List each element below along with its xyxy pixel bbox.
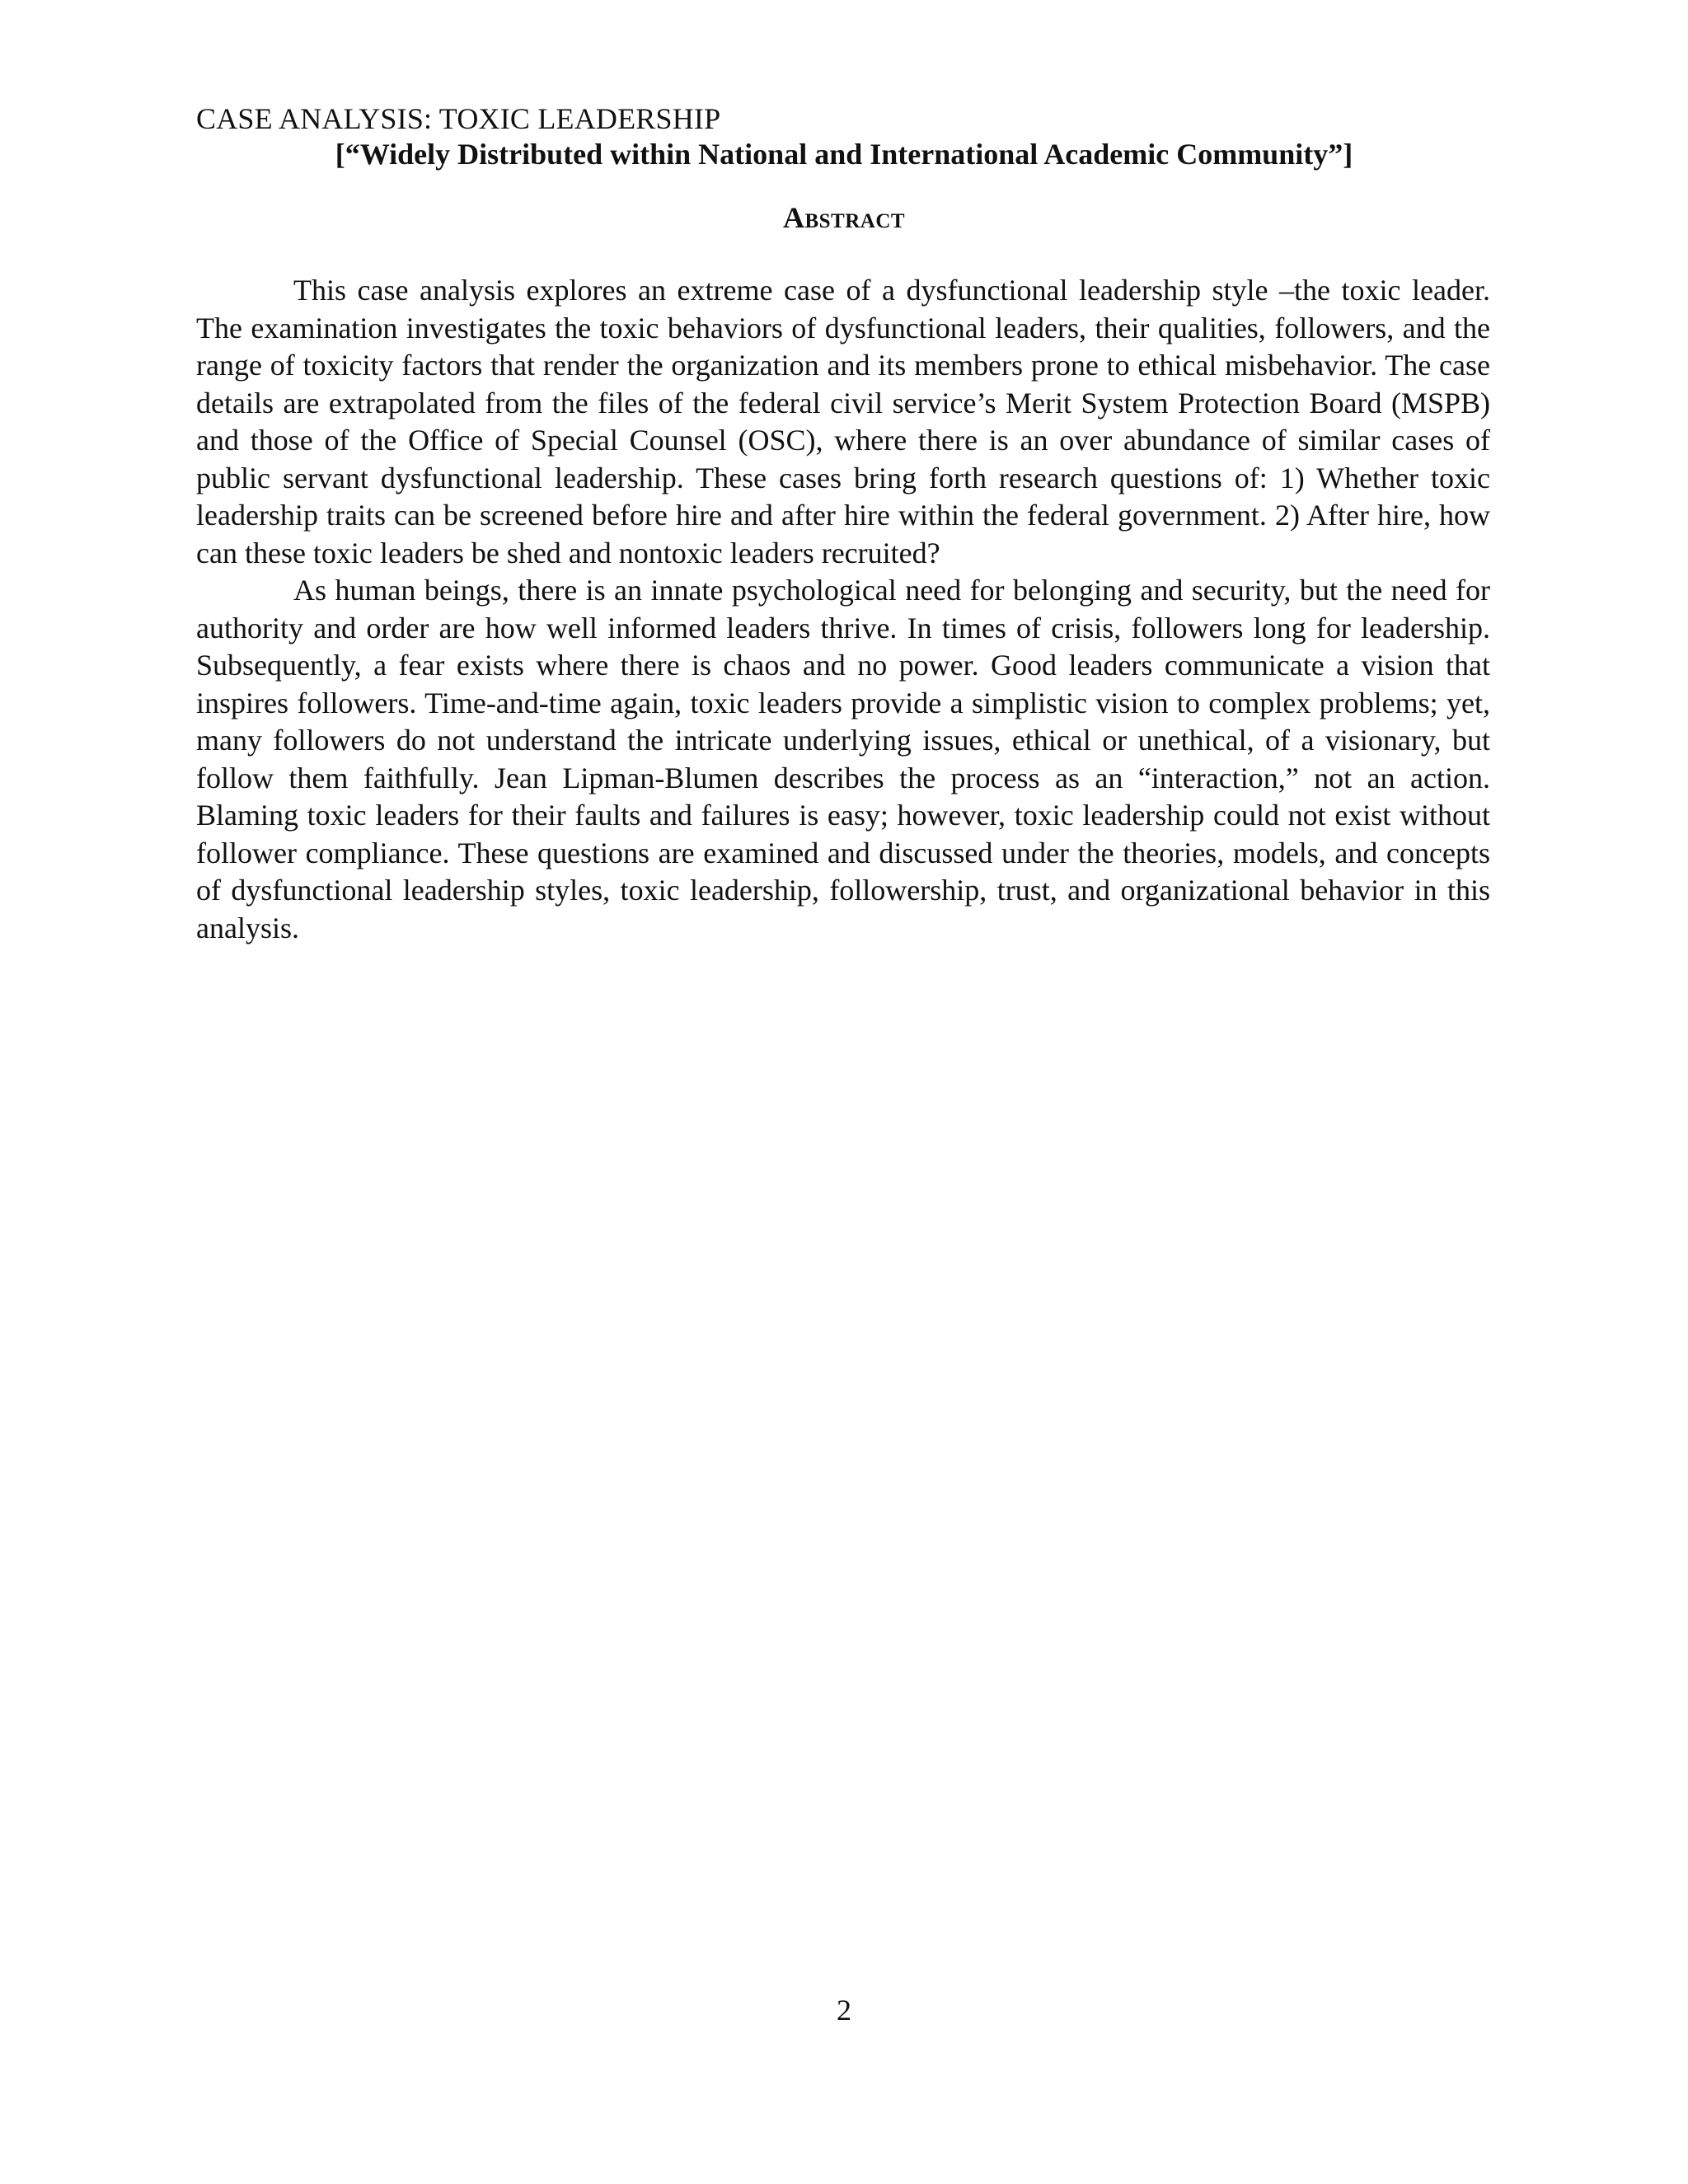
abstract-paragraph-2: As human beings, there is an innate psychological need for belonging and security, but the need for authority and order are how well informed leaders thrive. In times of crisis, followers long for leadership. Subsequently, a fear exists where there is chaos and no power. Good leaders communicate a vision that inspires followers. Time-and-time again, toxic leaders provide a simplistic vision to complex problems; yet, many followers do not understand the intricate underlying issues, ethical or unethical, of a visionary, but follow them faithfully. Jean Lipman-Blumen describes the process as an “interaction,” not an action. Blaming toxic leaders for their faults and failures is easy; however, toxic leadership could not exist without follower compliance. These questions are examined and discussed under the theories, models, and concepts of dysfunctional leadership styles, toxic leadership, followership, trust, and organizational behavior in this analysis.: [196, 574, 1490, 944]
page-number: 2: [837, 1994, 851, 2027]
distribution-note: [“Widely Distributed within National and International Academic Community”]: [335, 138, 1353, 171]
abstract-paragraph-1: This case analysis explores an extreme case of a dysfunctional leadership style –the toxic leader. The examination investigates the toxic behaviors of dysfunctional leaders, their qualities, followers, and the range of toxicity factors that render the organization and its members prone to ethical misbehavior. The case details are extrapolated from the files of the federal civil service’s Merit System Protection Board (MSPB) and those of the Office of Special Counsel (OSC), where there is an over abundance of similar cases of public servant dysfunctional leadership. These cases bring forth research questions of: 1) Whether toxic leadership traits can be screened before hire and after hire within the federal government. 2) After hire, how can these toxic leaders be shed and nontoxic leaders recruited?: [196, 274, 1490, 569]
abstract-body: [196, 272, 1490, 947]
abstract-heading: Abstract: [782, 201, 906, 234]
running-head: CASE ANALYSIS: TOXIC LEADERSHIP: [196, 102, 721, 135]
